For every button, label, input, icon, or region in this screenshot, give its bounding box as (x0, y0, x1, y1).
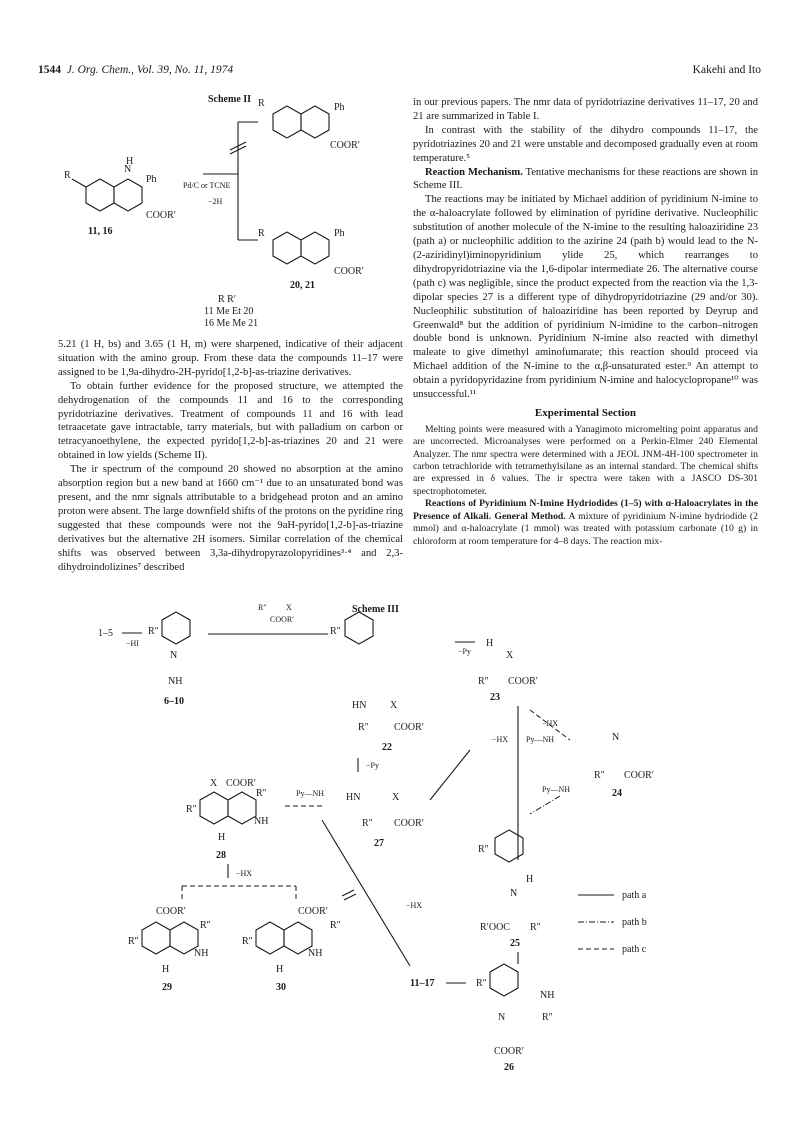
s3-coor-28: COOR′ (226, 778, 256, 789)
s2-table-row-2: 16 Me Me 21 (204, 318, 259, 329)
s3-r2-29: R″ (200, 920, 211, 931)
s3-minus-hx-1: −HX (542, 719, 559, 728)
s3-h-23: H (486, 638, 494, 649)
s3-minus-hx-4: −HX (236, 869, 253, 878)
s3-coor-29: COOR′ (156, 906, 186, 917)
s3-label-27: 27 (374, 838, 384, 849)
s2-left-ph: Ph (146, 174, 157, 185)
s3-coor-26: COOR′ (494, 1046, 524, 1057)
experimental-paragraph-2 (413, 498, 758, 548)
s3-nh-29: NH (194, 948, 209, 959)
s3-x-23: X (506, 650, 514, 661)
structure-top-product (258, 98, 360, 151)
s2-bottom-ph: Ph (334, 228, 345, 239)
s3-ylide-25 (478, 830, 541, 949)
experimental-paragraph-1: Melting points were measured with a Yanagimoto micromelting point apparatus and are uncorrected. Microanalyses were performed on a Perkin-Elmer 240 Elemental Analyzer. The nmr spectra were determined with a JEOL JNM-4H-100 spectrometer in carbon tetrachloride with tetramethylsilane as an internal standard. The chemical shifts are expressed in δ values. The ir spectra were taken with a JASCO DS-301 spectrophotometer. (413, 423, 758, 497)
s3-pyridinium-6-10 (148, 612, 190, 707)
running-header-left (38, 64, 233, 76)
s3-label-29: 29 (162, 982, 172, 993)
compound-20-21-label: 20, 21 (290, 280, 315, 291)
s3-x-27: X (392, 792, 400, 803)
s3-adduct-28 (186, 778, 268, 861)
s3-label-26: 26 (504, 1062, 514, 1073)
s2-top-r: R (258, 98, 265, 109)
section-head-mechanism: Reaction Mechanism. (425, 166, 523, 178)
s2-bottom-r: R (258, 228, 265, 239)
s2-left-r: R (64, 170, 71, 181)
s3-r-23: R″ (478, 676, 489, 687)
s3-top-r: R″ (258, 603, 267, 612)
s2-table-row-1: 11 Me Et 20 (204, 306, 254, 317)
s3-nh-26: NH (540, 990, 555, 1001)
left-paragraph-3: The ir spectrum of the compound 20 showed no absorption at the amino absorption region but a new band at 1660 cm⁻¹ due to an unsaturated bond was present, and the nmr signals attributable to a bridgehead proton and an amino proton were absent. The large downfield shifts of the protons on the pyridine ring suggested that these compounds were not the 9aH-pyrido[1,2-b]-as-triazine derivatives but the alternative 2H isomers. Similar correlation of the chemical shifts was observed between 3,3a-dihydropyrazolopyridines³·⁴ and 2,3-dihydroindolizines⁷ described (58, 464, 404, 573)
right-paragraph-3 (413, 166, 758, 194)
scheme-iii (90, 600, 750, 1075)
s3-x-22: X (390, 700, 398, 711)
right-paragraph-1: in our previous papers. The nmr data of pyridotriazine derivatives 11–17, 20 and 21 are summarized in Table I. (413, 97, 758, 122)
s2-bottom-coor: COOR′ (334, 266, 364, 277)
s3-top-coor: COOR′ (270, 615, 294, 624)
experimental-section-title: Experimental Section (534, 406, 637, 419)
s3-product-29 (128, 906, 211, 993)
scheme-ii-title: Scheme II (208, 94, 252, 105)
s3-minus-py-1: −Py (458, 647, 471, 656)
s3-r-30: R″ (242, 936, 253, 947)
s3-coor-24: COOR′ (624, 770, 654, 781)
s3-label-6-10: 6–10 (164, 696, 184, 707)
running-header-authors: Kakehi and Ito (692, 64, 761, 76)
s3-nh-28: NH (254, 816, 269, 827)
legend-path-b: path b (622, 917, 647, 928)
right-paragraph-3-text: Tentative mechanisms for these reactions are shown in Scheme III. (413, 166, 758, 192)
journal-citation: J. Org. Chem., Vol. 39, No. 11, 1974 (66, 64, 234, 76)
s3-h-29: H (162, 964, 170, 975)
s3-adduct-22 (330, 612, 424, 753)
s2-reagent: Pd/C or TCNE (183, 181, 231, 190)
s3-dipole-26 (476, 964, 554, 1073)
s2-left-nh: N (124, 164, 132, 175)
left-paragraph-2: To obtain further evidence for the proposed structure, we attempted the dehydrogenation of the compounds 11 and 16 to the corresponding pyridotriazine derivatives. Treatment of compounds 11 and 16 with lead tetraacetate gave intractable, tarry materials, but with palladium on carbon or tetracyanoethylene, the expected pyrido[1,2-b]-as-triazines 20 and 21 were obtained in low yields (Scheme II). (58, 380, 403, 462)
s3-r2-25: R″ (530, 922, 541, 933)
s3-r2-22: R″ (358, 722, 369, 733)
s3-minus-hi: −HI (126, 639, 139, 648)
s3-r2-28: R″ (256, 788, 267, 799)
s3-rooc-25: R′OOC (480, 922, 510, 933)
right-paragraph-2: In contrast with the stability of the dihydro compounds 11–17, the pyridotriazines 20 and 21 were unstable and decomposed gradually even at room temperature.⁵ (413, 124, 758, 164)
s3-dipole-27 (346, 792, 424, 849)
scheme-iii-title: Scheme III (352, 604, 399, 615)
s3-label-23: 23 (490, 692, 500, 703)
s3-n-25: N (510, 888, 518, 899)
left-paragraph-1: 5.21 (1 H, bs) and 3.65 (1 H, m) were sharpened, indicative of their adjacent situation with the amino group. From these data the compounds 11–17 were assigned to be 1,9a-dihydro-2H-pyrido[1,2-b]-as-triazine derivatives. (58, 339, 403, 378)
s3-aziridine-23 (478, 638, 538, 703)
s3-label-28: 28 (216, 850, 226, 861)
s3-r-1: R″ (148, 626, 159, 637)
s3-label-30: 30 (276, 982, 286, 993)
s3-nh-1: NH (168, 676, 183, 687)
s3-r-22: R″ (330, 626, 341, 637)
s3-coor-30: COOR′ (298, 906, 328, 917)
s3-hn-27: HN (346, 792, 361, 803)
s3-r-27: R″ (362, 818, 373, 829)
s2-left-h: H (126, 156, 134, 167)
scheme-ii (58, 92, 403, 332)
s3-label-25: 25 (510, 938, 520, 949)
s3-r-26: R″ (476, 978, 487, 989)
left-column (58, 338, 403, 574)
s3-r-24: R″ (594, 770, 605, 781)
s3-legend (578, 890, 647, 955)
s2-top-ph: Ph (334, 102, 345, 113)
s3-label-22: 22 (382, 742, 392, 753)
structure-11-16 (64, 156, 176, 237)
s3-minus-py-2: −Py (366, 761, 379, 770)
s3-n-26: N (498, 1012, 506, 1023)
structure-20-21 (258, 228, 364, 291)
s3-azirine-24 (594, 732, 654, 799)
right-paragraph-4: The reactions may be initiated by Michael addition of pyridinium N-imine to the α-haloacrylate followed by elimination of pyridine derivative. Nucleophilic substitution of another molecule of the N-imine to the resulting haloaziridine 23 (path a) or nucleophilic addition to the azirine 24 (path b) would lead to the N-(2-aziridinyl)iminopyridinium ylide 25, which rearranges to dihydropyridotriazine via the 1,6-dipolar intermediate 26. The alternative course (path c) was negligible, since the product expected from the reaction via the 1,3-dipolar species 27 is a different type of dihydropyridotriazine (29 and/or 30). Nucleophilic substitution of haloaziridine has been reported by Deyrup and Greenwald⁸ but the addition of pyridinium N-imidine to the carbon–nitrogen double bond is unknown. Pyridinium N-imine also reacted with dimethyl maleate to give dimethyl aminofumarate; this reaction should proceed via Michael addition of the N-imine to the α,β-unsaturated ester.⁹ An attempt to obtain a pyridopyridazine from pyridinium N-imine and halocyclopropane¹⁰ was unsuccessful.¹¹ (413, 194, 758, 401)
s3-coor-22: COOR′ (394, 722, 424, 733)
s3-minus-hx-3: −HX (406, 901, 423, 910)
s3-coor-23: COOR′ (508, 676, 538, 687)
s3-h-25: H (526, 874, 534, 885)
experimental-paragraph-2-text: A mixture of pyridinium N-imine hydriodide (2 mmol) and α-haloacrylate (1 mmol) was treated with potassium carbonate (10 g) in chloroform at room temperature for 4–8 days. The reaction mix- (413, 510, 758, 547)
legend-path-c: path c (622, 944, 647, 955)
s3-minus-hx-2: −HX (492, 735, 509, 744)
s3-r-29: R″ (128, 936, 139, 947)
s3-label-24: 24 (612, 788, 622, 799)
s3-n-1: N (170, 650, 178, 661)
s2-byproduct: −2H (208, 197, 223, 206)
s3-x-28: X (210, 778, 218, 789)
legend-path-a: path a (622, 890, 647, 901)
s3-r-25: R″ (478, 844, 489, 855)
s3-h-30: H (276, 964, 284, 975)
s3-py-nh-2: Py—NH (542, 785, 571, 794)
s3-top-x: X (286, 603, 292, 612)
s3-label-1-5: 1–5 (98, 628, 113, 639)
s3-r2-26: R″ (542, 1012, 553, 1023)
right-column (413, 96, 758, 548)
s3-hn-22: HN (352, 700, 367, 711)
page-number: 1544 (38, 64, 61, 76)
s3-product-30 (242, 906, 341, 993)
s3-n-24: N (612, 732, 620, 743)
s3-py-nh-3: Py—NH (296, 789, 325, 798)
s2-top-coor: COOR′ (330, 140, 360, 151)
s3-py-nh-1: Py—NH (526, 735, 555, 744)
s2-left-coor: COOR′ (146, 210, 176, 221)
s3-r2-30: R″ (330, 920, 341, 931)
s3-r-28: R″ (186, 804, 197, 815)
s3-nh-30: NH (308, 948, 323, 959)
compound-11-16-label: 11, 16 (88, 226, 113, 237)
experimental-subhead: Reactions of Pyridinium N-Imine Hydriodides (1–5) with α-Haloacrylates in the Presence of Alkali. General Method. (413, 498, 758, 522)
s3-coor-27: COOR′ (394, 818, 424, 829)
s3-h-28: H (218, 832, 226, 843)
s2-table-header: R R′ (218, 294, 237, 305)
s3-label-11-17: 11–17 (410, 978, 435, 989)
